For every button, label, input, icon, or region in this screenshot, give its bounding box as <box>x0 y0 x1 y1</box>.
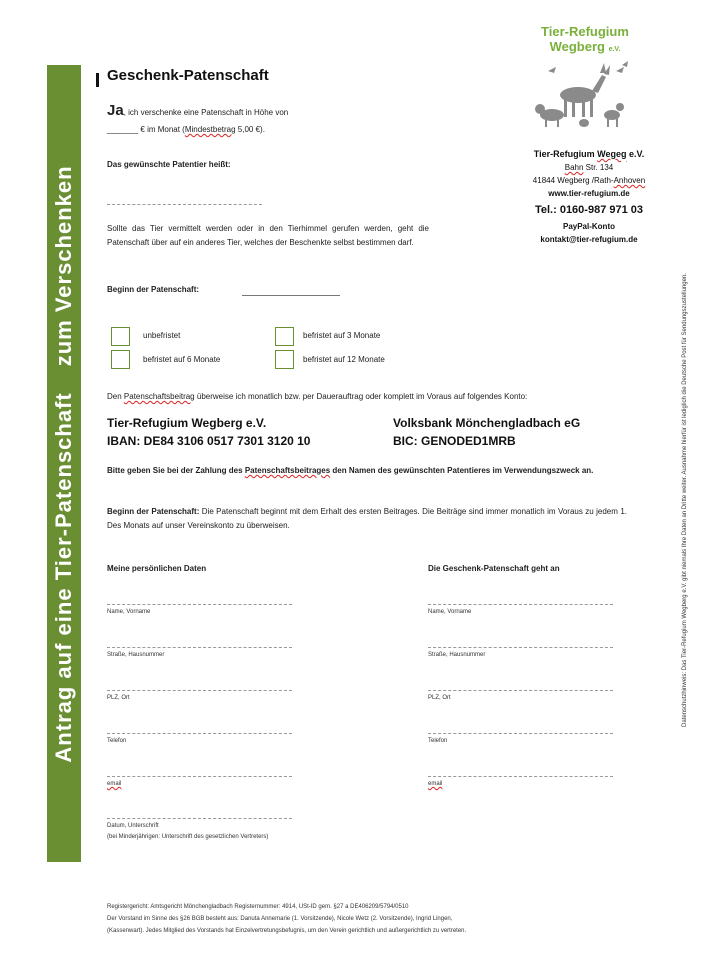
payment-start-note: Beginn der Patenschaft: Die Patenschaft beginnt mit dem Erhalt des ersten Beitrages. Die Beiträge sind immer monatlich im Voraus zu jedem 1. Des Monats auf unser Vereinskonto zu überweisen. <box>107 507 627 530</box>
contact-phone: Tel.: 0160-987 971 03 <box>534 204 644 216</box>
my-phone-field[interactable] <box>107 733 292 734</box>
footer-representation: (Kassenwart). Jedes Mitglied des Vorstands hat Einzelvertretungsbefugnis, um den Verein gerichtlich und außergerichtlich zu vertreten. <box>107 928 467 934</box>
animals-silhouette-icon <box>530 57 640 133</box>
contact-email: kontakt@tier-refugium.de <box>540 235 638 244</box>
footer-board: Der Vorstand im Sinne des §26 BGB besteht aus: Danuta Annemarie (1. Vorsitzende), Nicole Wetz (2. Vorsitzende), Ingrid Lingen, <box>107 916 453 922</box>
account-iban: IBAN: DE84 3106 0517 7301 3120 10 <box>107 434 311 448</box>
privacy-side-note: Datenschutzhinweis: Das Tier-Refugium Wegberg e.V. gibt niemals Ihre Daten an Dritte weiter. Ausnahme hierfür ist lediglich die Deutsche Post für Sendungszustellungen. <box>682 273 688 727</box>
page-title: Geschenk-Patenschaft <box>107 67 269 84</box>
contact-paypal: PayPal-Konto <box>562 222 615 231</box>
personal-data-heading: Meine persönlichen Daten <box>107 564 207 573</box>
contact-street: Bahn Str. 134 <box>564 163 614 172</box>
option-unlimited-label: unbefristet <box>143 331 181 340</box>
contact-city: 41844 Wegberg /Rath-Anhoven <box>532 176 646 185</box>
my-name-field[interactable] <box>107 604 292 605</box>
contact-website: www.tier-refugium.de <box>548 189 630 198</box>
account-name: Tier-Refugium Wegberg e.V. <box>107 416 267 430</box>
option-3-months-checkbox[interactable] <box>275 327 294 346</box>
my-street-label: Straße, Hausnummer <box>107 652 165 658</box>
contact-block <box>500 148 678 246</box>
signature-label: Datum, Unterschrift <box>107 823 159 829</box>
contact-org: Tier-Refugium Wegeg e.V. <box>533 149 645 159</box>
logo-text: Tier-Refugium Wegberg e.V. <box>541 24 629 54</box>
recipient-postal-city-field[interactable] <box>428 690 613 691</box>
recipient-phone-label: Telefon <box>428 738 448 744</box>
vertical-title-banner <box>47 65 81 862</box>
bank-bic: BIC: GENODED1MRB <box>393 434 516 448</box>
my-email-field[interactable] <box>107 776 292 777</box>
legal-footer <box>107 901 647 937</box>
recipient-email-field[interactable] <box>428 776 613 777</box>
amount-line: _______ € im Monat (Mindestbetrag 5,00 €). <box>107 125 265 134</box>
organization-logo <box>530 24 640 138</box>
recipient-name-label: Name, Vorname <box>428 609 472 615</box>
start-label: Beginn der Patenschaft: <box>107 285 200 294</box>
recipient-postal-city-label: PLZ, Ort <box>428 695 451 701</box>
signature-guardian-note: (bei Minderjährigen: Unterschrift des gesetzlichen Vertreters) <box>107 834 269 840</box>
my-street-field[interactable] <box>107 647 292 648</box>
my-phone-label: Telefon <box>107 738 127 744</box>
recipient-street-field[interactable] <box>428 647 613 648</box>
footer-register: Registergericht: Amtsgericht Mönchengladbach Registernummer: 4914, USt-ID gem. §27 a DE406209/5794/0510 <box>107 904 409 910</box>
recipient-phone-field[interactable] <box>428 733 613 734</box>
animal-note: Sollte das Tier vermittelt werden oder in den Tierhimmel gerufen werden, geht die Patenschaft über auf ein anderes Tier, welches der Beschenkte selbst bestimmen darf. <box>107 224 429 247</box>
recipient-email-label: email <box>428 781 443 787</box>
payment-reference-note: Bitte geben Sie bei der Zahlung des Patenschaftsbeitrages den Namen des gewünschten Patentieres im Verwendungszweck an. <box>107 466 594 475</box>
payment-sentence: Den Patenschaftsbeitrag überweise ich monatlich bzw. per Dauerauftrag oder komplett im Voraus auf folgendes Konto: <box>107 392 528 401</box>
my-postal-city-field[interactable] <box>107 690 292 691</box>
title-marker <box>96 73 99 87</box>
my-email-label: email <box>107 781 122 787</box>
option-12-months-label: befristet auf 12 Monate <box>303 355 385 364</box>
start-date-field[interactable] <box>242 284 340 296</box>
recipient-heading: Die Geschenk-Patenschaft geht an <box>428 564 560 573</box>
option-3-months-label: befristet auf 3 Monate <box>303 331 381 340</box>
option-unlimited-checkbox[interactable] <box>111 327 130 346</box>
bank-name: Volksbank Mönchengladbach eG <box>393 416 581 430</box>
recipient-name-field[interactable] <box>428 604 613 605</box>
vertical-title: Antrag auf eine Tier-Patenschaftzum Verschenken <box>51 164 76 763</box>
animal-name-field[interactable] <box>107 204 262 205</box>
intro-sentence: Ja, ich verschenke eine Patenschaft in Höhe von <box>107 102 289 119</box>
my-postal-city-label: PLZ, Ort <box>107 695 130 701</box>
option-6-months-label: befristet auf 6 Monate <box>143 355 221 364</box>
animal-label: Das gewünschte Patentier heißt: <box>107 160 231 169</box>
signature-field[interactable] <box>107 818 292 819</box>
option-12-months-checkbox[interactable] <box>275 350 294 369</box>
my-name-label: Name, Vorname <box>107 609 151 615</box>
option-6-months-checkbox[interactable] <box>111 350 130 369</box>
recipient-street-label: Straße, Hausnummer <box>428 652 486 658</box>
